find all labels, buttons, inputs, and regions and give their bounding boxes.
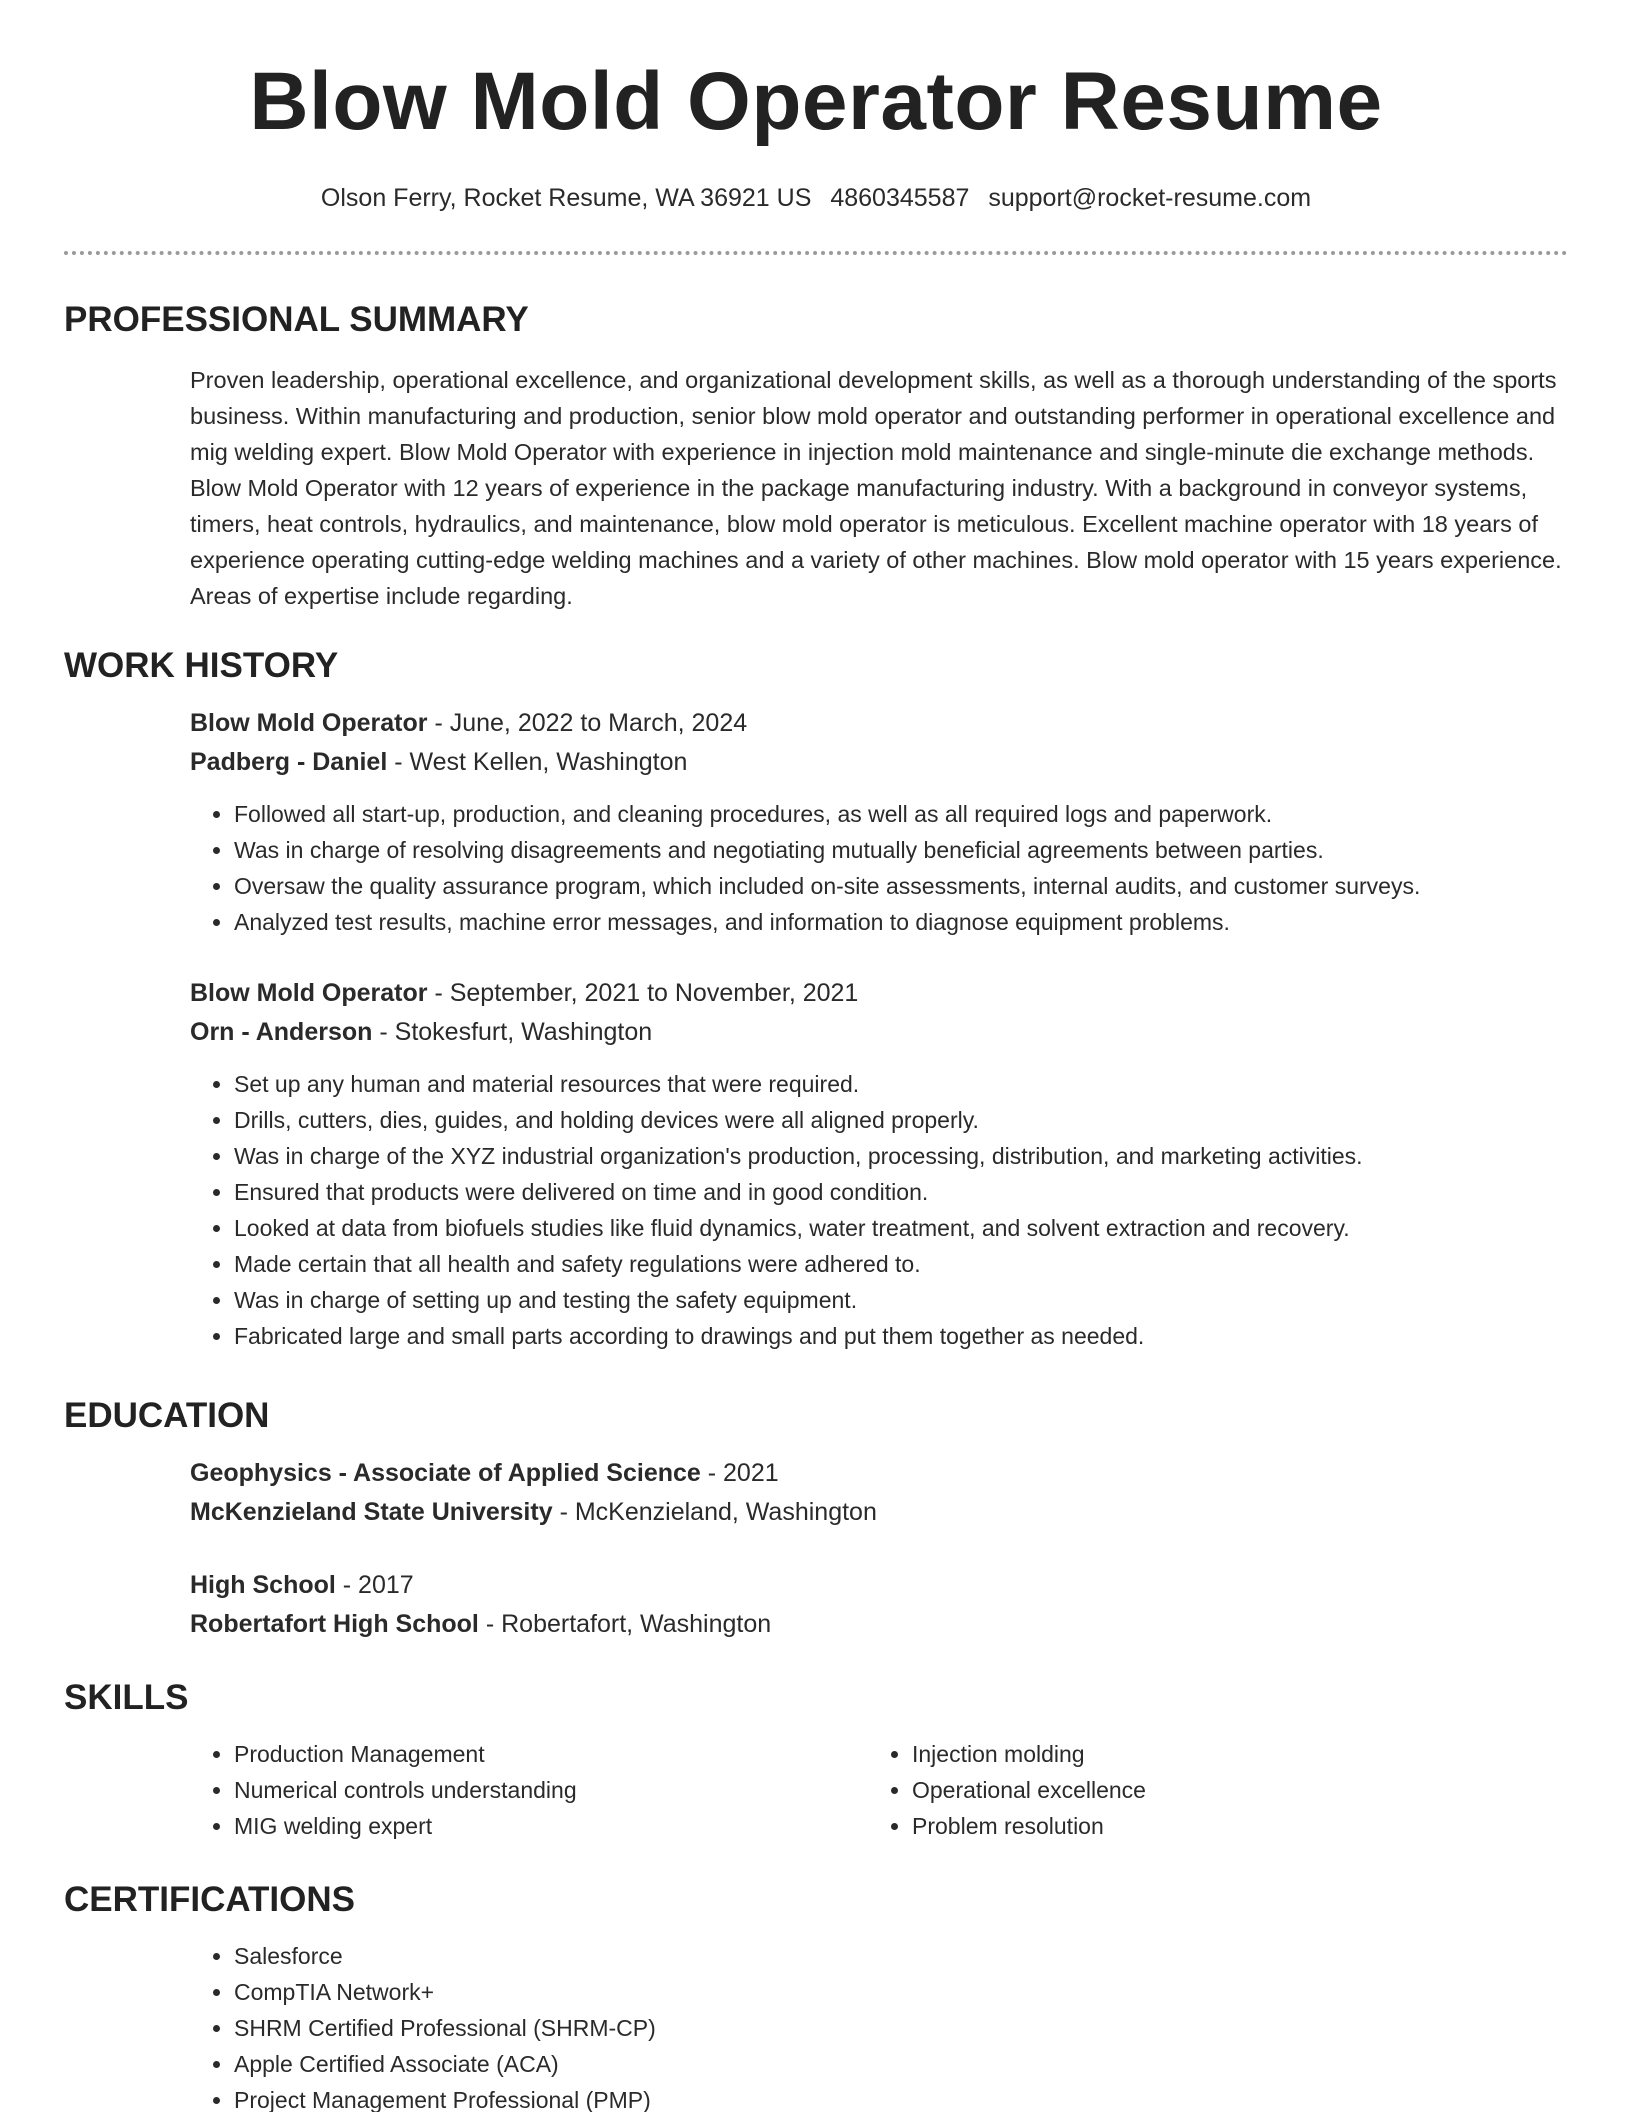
job-company: Padberg - Daniel bbox=[190, 748, 388, 776]
education-heading: EDUCATION bbox=[64, 1396, 270, 1435]
certifications-section bbox=[64, 1876, 1568, 2112]
list-item: • Numerical controls understanding bbox=[234, 1772, 868, 1808]
job-bullets bbox=[190, 796, 1568, 940]
list-item: • Project Management Professional (PMP) bbox=[234, 2082, 1568, 2112]
education-location: - Robertafort, Washington bbox=[478, 1610, 772, 1638]
list-item: • Was in charge of resolving disagreements and negotiating mutually beneficial agreements between parties. bbox=[234, 832, 1568, 868]
list-item: • Made certain that all health and safety regulations were adhered to. bbox=[234, 1246, 1568, 1282]
list-item: • Salesforce bbox=[234, 1938, 1568, 1974]
skills-heading: SKILLS bbox=[64, 1678, 189, 1717]
job-title: Blow Mold Operator bbox=[190, 709, 428, 737]
job-dates: - June, 2022 to March, 2024 bbox=[427, 709, 748, 737]
job-title-line bbox=[190, 704, 1568, 743]
list-item: • Oversaw the quality assurance program, which included on-site assessments, internal audits, and customer surveys. bbox=[234, 868, 1568, 904]
education-year: - 2021 bbox=[700, 1459, 779, 1487]
contact-address: Olson Ferry, Rocket Resume, WA 36921 US bbox=[320, 184, 812, 212]
list-item: • MIG welding expert bbox=[234, 1808, 868, 1844]
certifications-list bbox=[190, 1938, 1568, 2112]
list-item: • Set up any human and material resources that were required. bbox=[234, 1066, 1568, 1102]
education-section bbox=[64, 1392, 1568, 1644]
skills-section bbox=[64, 1674, 1568, 1844]
summary-heading: PROFESSIONAL SUMMARY bbox=[64, 300, 529, 339]
list-item: • Fabricated large and small parts according to drawings and put them together as needed. bbox=[234, 1318, 1568, 1354]
skills-list-right bbox=[868, 1736, 1546, 1844]
job-location: - West Kellen, Washington bbox=[387, 748, 688, 776]
list-item: • Analyzed test results, machine error messages, and information to diagnose equipment problems. bbox=[234, 904, 1568, 940]
list-item: • Injection molding bbox=[912, 1736, 1546, 1772]
education-school: McKenzieland State University bbox=[190, 1498, 553, 1526]
list-item: • Looked at data from biofuels studies like fluid dynamics, water treatment, and solvent extraction and recovery. bbox=[234, 1210, 1568, 1246]
education-school-line bbox=[190, 1493, 1568, 1532]
skills-list-left bbox=[190, 1736, 868, 1844]
education-degree-line bbox=[190, 1454, 1568, 1493]
education-location: - McKenzieland, Washington bbox=[552, 1498, 877, 1526]
summary-section bbox=[64, 296, 1568, 614]
job-entry bbox=[190, 974, 1568, 1354]
list-item: • Was in charge of the XYZ industrial organization's production, processing, distribution, and marketing activities. bbox=[234, 1138, 1568, 1174]
work-history-section bbox=[64, 642, 1568, 1354]
list-item: • Was in charge of setting up and testing the safety equipment. bbox=[234, 1282, 1568, 1318]
education-school-line bbox=[190, 1605, 1568, 1644]
job-company: Orn - Anderson bbox=[190, 1018, 373, 1046]
contact-phone: 4860345587 bbox=[830, 184, 970, 212]
job-entry bbox=[190, 704, 1568, 940]
education-entry bbox=[190, 1566, 1568, 1644]
job-bullets bbox=[190, 1066, 1568, 1354]
summary-text: Proven leadership, operational excellence, and organizational development skills, as well as a thorough understanding of the sports business. Within manufacturing and production, senior blow mold operator and outstanding performer in operational excellence and mig welding expert. Blow Mold Operator with experience in injection mold maintenance and single-minute die exchange methods. Blow Mold Operator with 12 years of experience in the package manufacturing industry. With a background in conveyor systems, timers, heat controls, hydraulics, and maintenance, blow mold operator is meticulous. Excellent machine operator with 18 years of experience operating cutting-edge welding machines and a variety of other machines. Blow mold operator with 15 years experience. Areas of expertise include regarding. bbox=[190, 367, 1562, 609]
contact-email: support@rocket-resume.com bbox=[988, 184, 1312, 212]
education-degree-line bbox=[190, 1566, 1568, 1605]
list-item: • Problem resolution bbox=[912, 1808, 1546, 1844]
list-item: • Drills, cutters, dies, guides, and holding devices were all aligned properly. bbox=[234, 1102, 1568, 1138]
certifications-heading: CERTIFICATIONS bbox=[64, 1880, 356, 1919]
education-entry bbox=[190, 1454, 1568, 1532]
list-item: • Production Management bbox=[234, 1736, 868, 1772]
education-degree: Geophysics - Associate of Applied Science bbox=[190, 1459, 701, 1487]
job-dates: - September, 2021 to November, 2021 bbox=[427, 979, 859, 1007]
skills-grid bbox=[190, 1736, 1568, 1844]
job-location: - Stokesfurt, Washington bbox=[372, 1018, 653, 1046]
education-year: - 2017 bbox=[335, 1571, 414, 1599]
contact-line bbox=[0, 180, 1632, 216]
education-school: Robertafort High School bbox=[190, 1610, 479, 1638]
page-title: Blow Mold Operator Resume bbox=[249, 56, 1383, 147]
job-company-line bbox=[190, 1013, 1568, 1052]
list-item: • CompTIA Network+ bbox=[234, 1974, 1568, 2010]
job-title-line bbox=[190, 974, 1568, 1013]
list-item: • Followed all start-up, production, and cleaning procedures, as well as all required logs and paperwork. bbox=[234, 796, 1568, 832]
list-item: • Apple Certified Associate (ACA) bbox=[234, 2046, 1568, 2082]
header-divider bbox=[64, 251, 1568, 255]
job-company-line bbox=[190, 743, 1568, 782]
work-history-heading: WORK HISTORY bbox=[64, 646, 339, 685]
list-item: • SHRM Certified Professional (SHRM-CP) bbox=[234, 2010, 1568, 2046]
job-title: Blow Mold Operator bbox=[190, 979, 428, 1007]
education-degree: High School bbox=[190, 1571, 336, 1599]
list-item: • Operational excellence bbox=[912, 1772, 1546, 1808]
list-item: • Ensured that products were delivered on time and in good condition. bbox=[234, 1174, 1568, 1210]
